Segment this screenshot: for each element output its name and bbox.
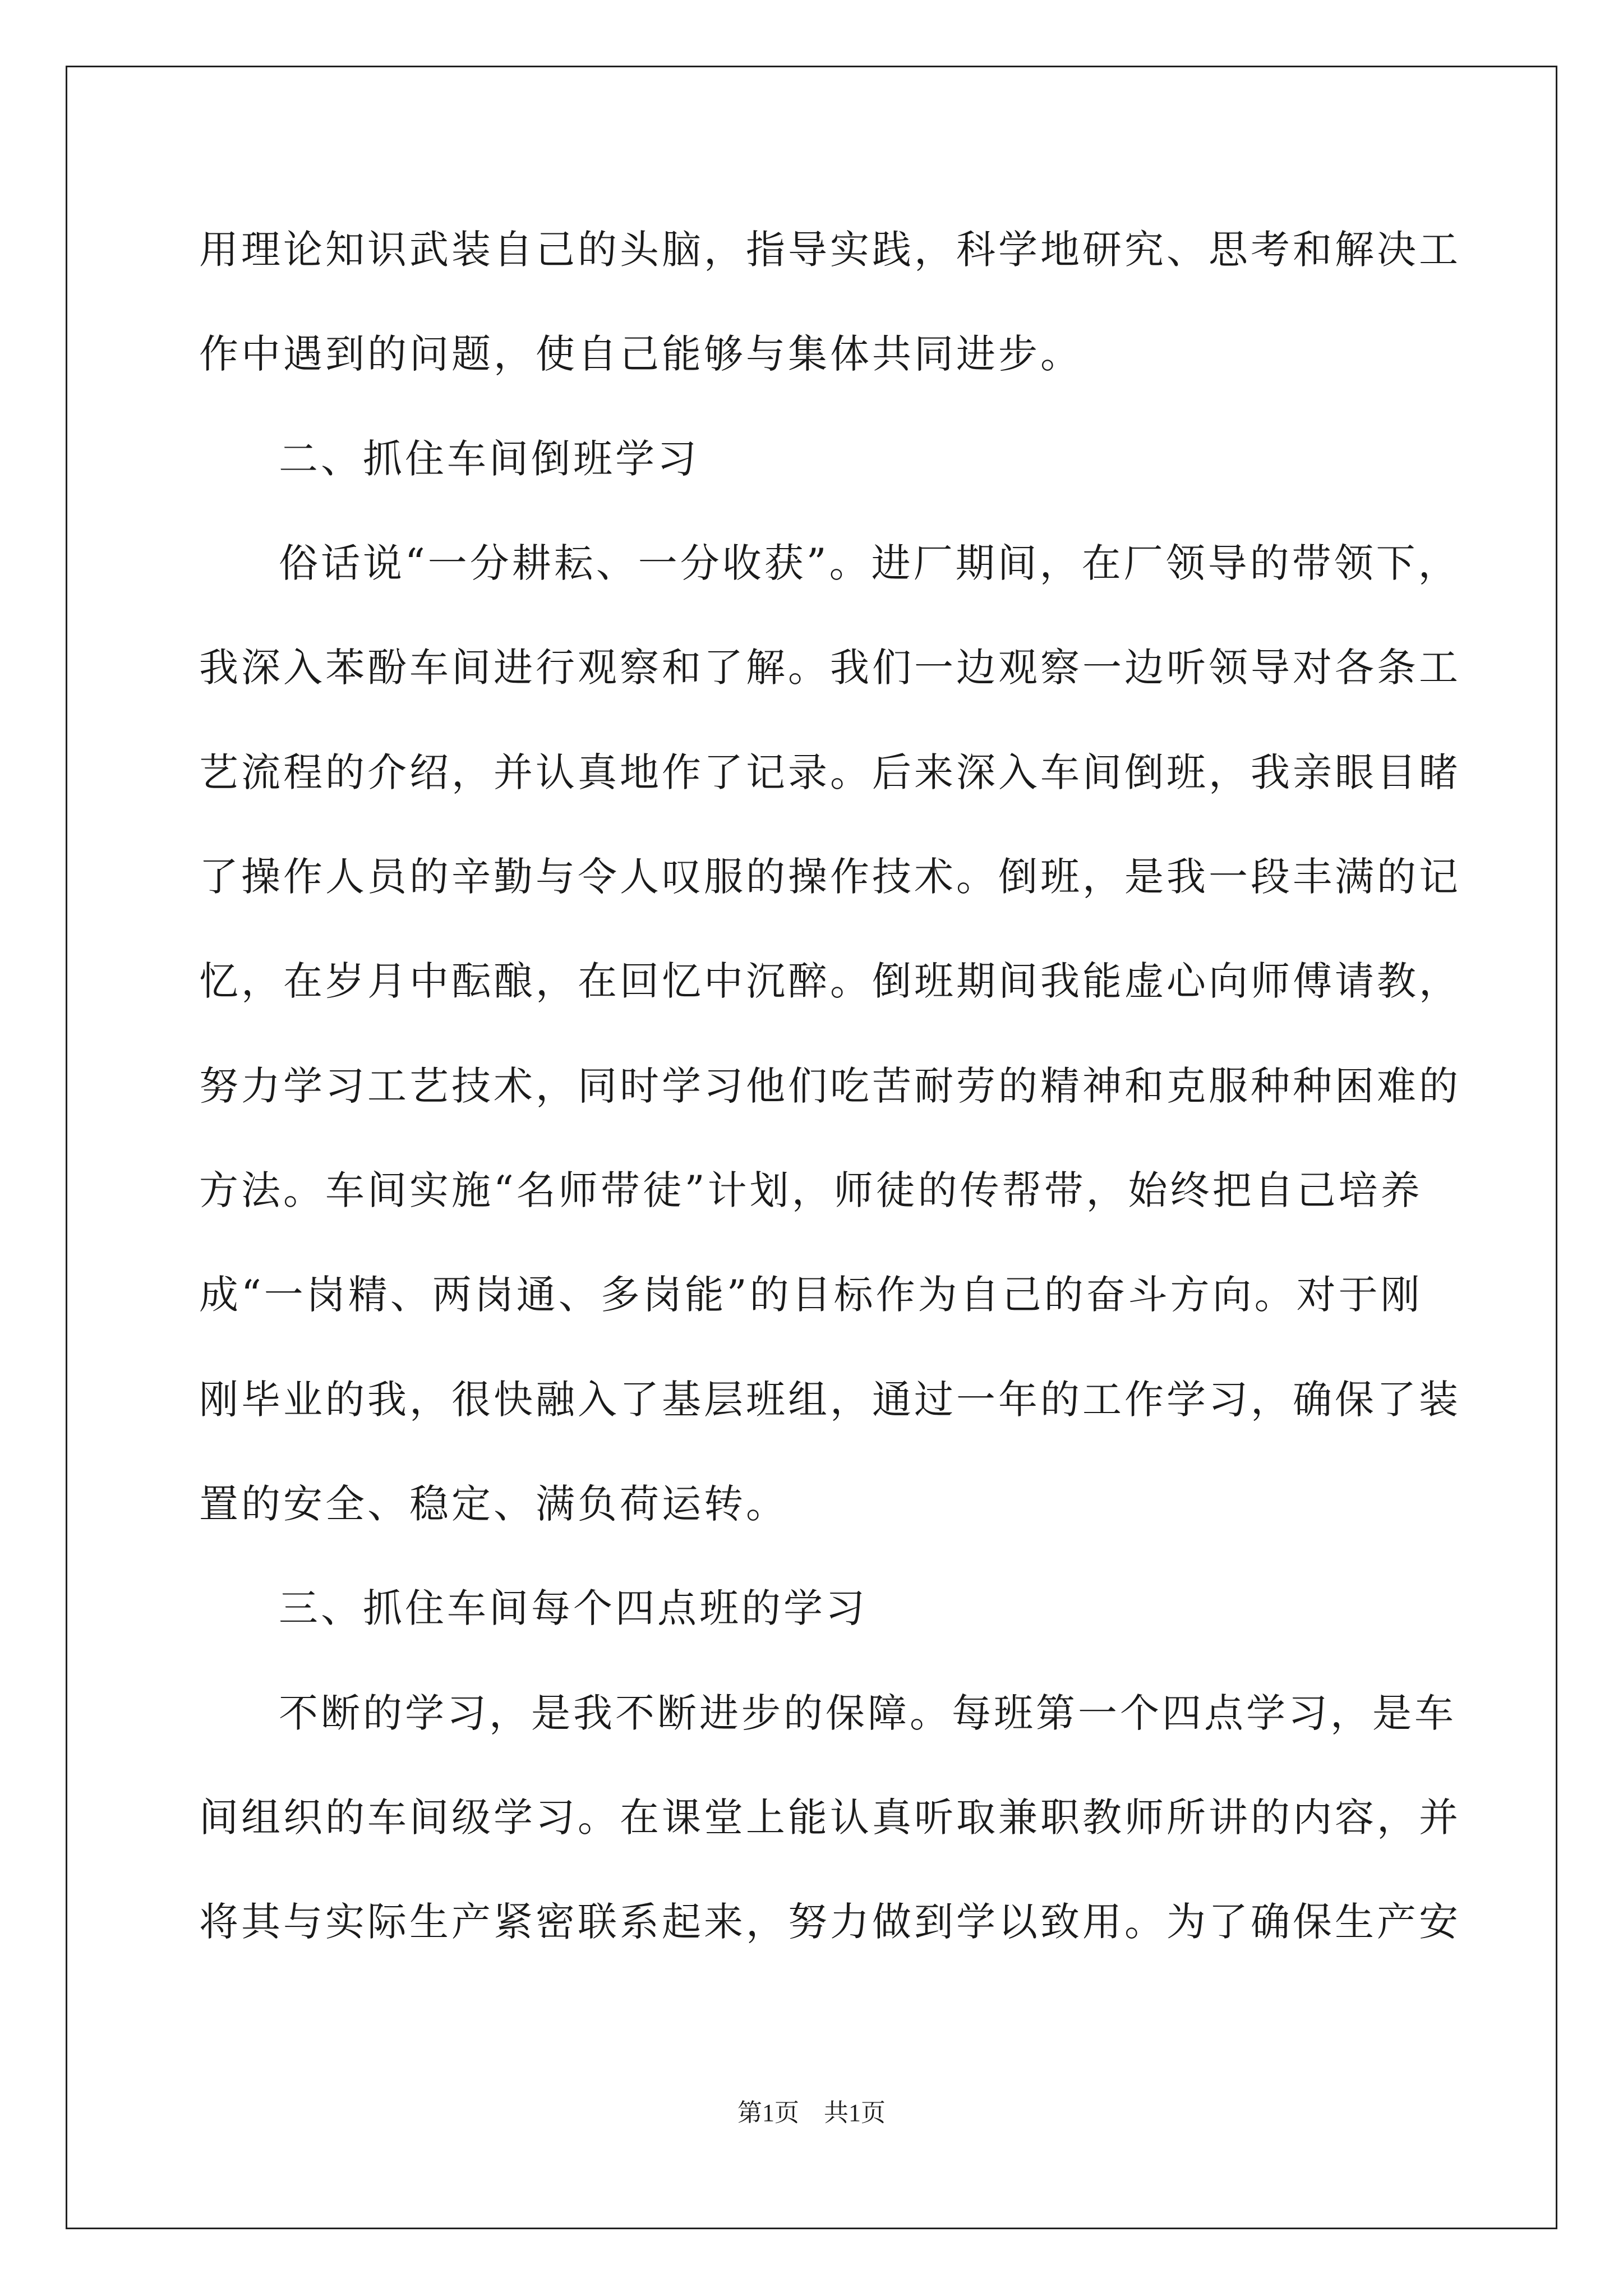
page-number-footer: 第1页 共1页 xyxy=(737,2099,886,2127)
body-text-line: 成“一岗精、两岗通、多岗能”的目标作为自己的奋斗方向。对于刚 xyxy=(199,1272,1423,1318)
body-text-line: 努力学习工艺技术，同时学习他们吃苦耐劳的精神和克服种种困难的 xyxy=(199,1063,1461,1109)
body-text-line: 置的安全、稳定、满负荷运转。 xyxy=(199,1481,788,1527)
section-heading: 三、抓住车间每个四点班的学习 xyxy=(279,1585,868,1631)
body-text-line: 忆，在岁月中酝酿，在回忆中沉醉。倒班期间我能虚心向师傅请教， xyxy=(199,958,1461,1004)
paragraph-first-line: 俗话说“一分耕耘、一分收获”。进厂期间，在厂领导的带领下， xyxy=(279,540,1460,586)
body-text-line: 我深入苯酚车间进行观察和了解。我们一边观察一边听领导对各条工 xyxy=(199,645,1461,691)
body-text-line: 刚毕业的我，很快融入了基层班组，通过一年的工作学习，确保了装 xyxy=(199,1377,1461,1423)
section-heading: 二、抓住车间倒班学习 xyxy=(279,436,699,482)
body-text-line: 用理论知识武装自己的头脑，指导实践，科学地研究、思考和解决工 xyxy=(199,227,1461,273)
body-text-line: 作中遇到的问题，使自己能够与集体共同进步。 xyxy=(199,331,1082,377)
body-text-line: 将其与实际生产紧密联系起来，努力做到学以致用。为了确保生产安 xyxy=(199,1899,1461,1945)
body-text-line: 间组织的车间级学习。在课堂上能认真听取兼职教师所讲的内容，并 xyxy=(199,1795,1461,1841)
body-text-line: 方法。车间实施“名师带徒”计划，师徒的传帮带，始终把自己培养 xyxy=(199,1167,1423,1213)
paragraph-first-line: 不断的学习，是我不断进步的保障。每班第一个四点学习，是车 xyxy=(279,1690,1456,1736)
body-text-line: 艺流程的介绍，并认真地作了记录。后来深入车间倒班，我亲眼目睹 xyxy=(199,749,1461,795)
body-text-line: 了操作人员的辛勤与令人叹服的操作技术。倒班，是我一段丰满的记 xyxy=(199,854,1461,900)
